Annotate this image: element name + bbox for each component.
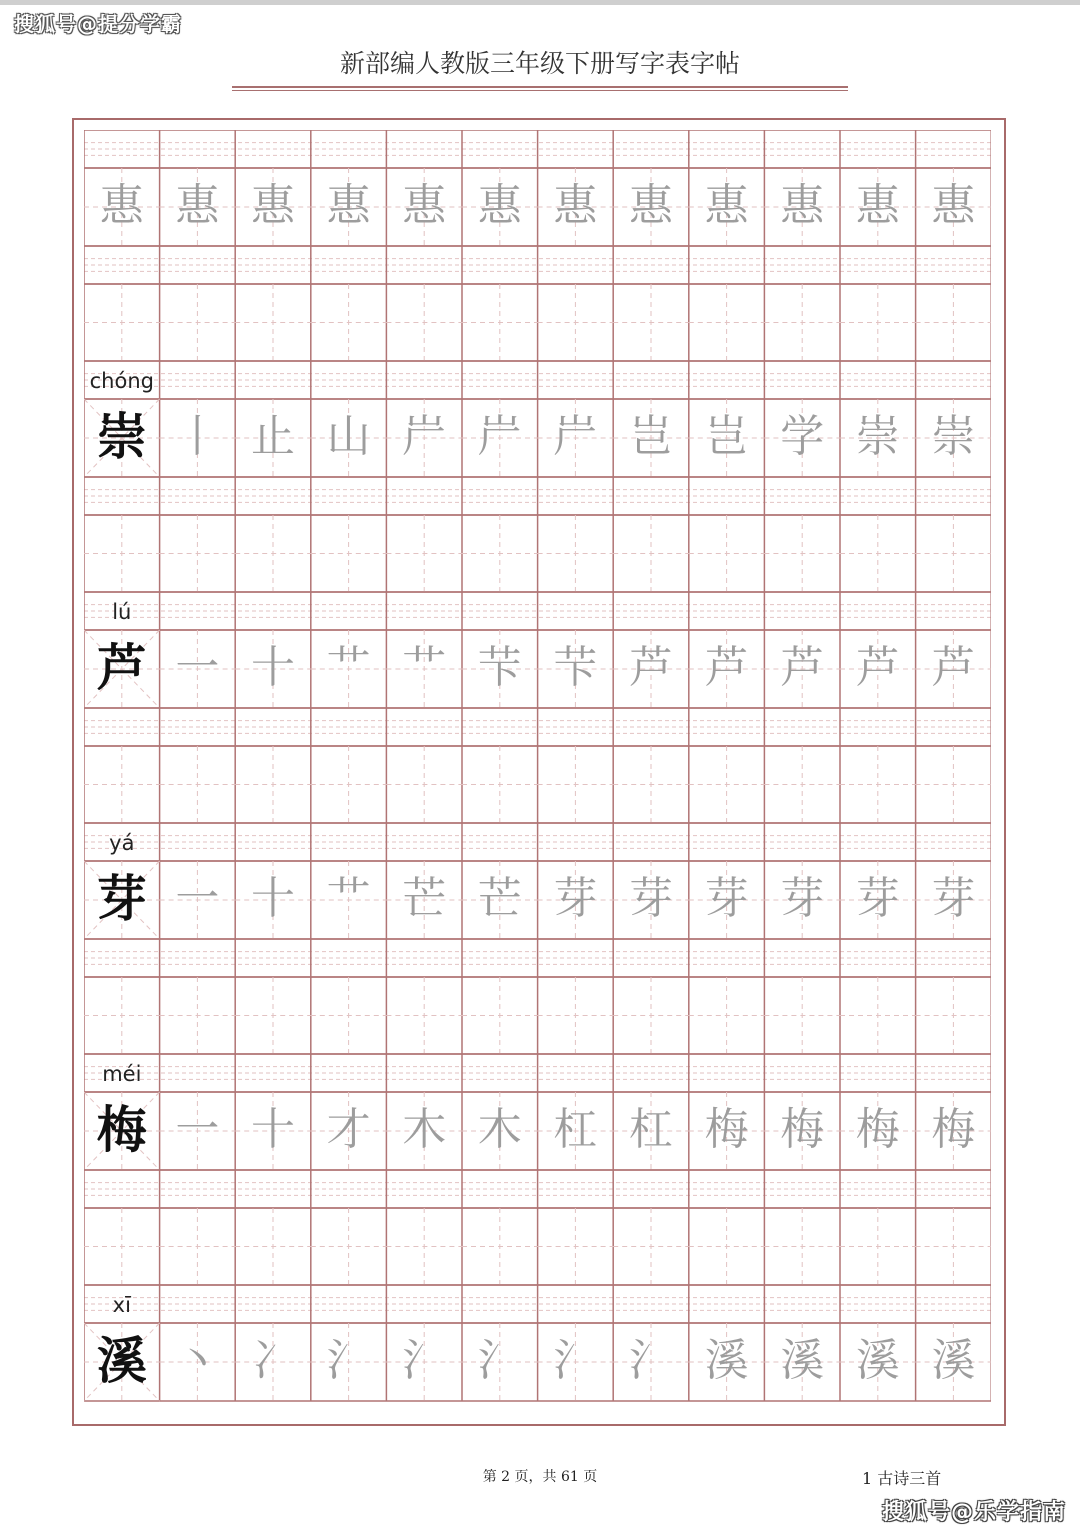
trace-character: 溪 bbox=[780, 1335, 825, 1386]
trace-character: 山 bbox=[326, 411, 371, 462]
trace-character: 梅 bbox=[931, 1104, 976, 1155]
practice-sheet bbox=[72, 118, 1006, 1426]
trace-character: 十 bbox=[250, 1104, 295, 1155]
trace-character: 惠 bbox=[326, 180, 371, 231]
trace-character: 梅 bbox=[780, 1104, 825, 1155]
trace-character: 芐 bbox=[477, 642, 522, 693]
trace-character: 芽 bbox=[553, 873, 598, 924]
trace-character: 丨 bbox=[175, 411, 220, 462]
trace-character: 屵 bbox=[553, 411, 598, 462]
pinyin-label: xī bbox=[112, 1293, 131, 1317]
trace-character: 丶 bbox=[175, 1335, 220, 1386]
title-rule bbox=[232, 90, 848, 91]
trace-character: 芦 bbox=[780, 642, 825, 693]
model-character: 溪 bbox=[96, 1331, 147, 1390]
trace-character: 芽 bbox=[628, 873, 673, 924]
trace-character: 十 bbox=[250, 642, 295, 693]
trace-character: 一 bbox=[175, 642, 220, 693]
trace-character: 一 bbox=[175, 873, 220, 924]
top-border bbox=[0, 0, 1080, 5]
trace-character: 止 bbox=[250, 411, 295, 462]
watermark-bottom: 搜狐号@乐学指南 bbox=[882, 1500, 1067, 1525]
trace-character: 艹 bbox=[402, 642, 447, 693]
trace-character: 冫 bbox=[250, 1335, 295, 1386]
trace-character: 木 bbox=[477, 1104, 522, 1155]
trace-character: 惠 bbox=[855, 180, 900, 231]
grid-lines bbox=[84, 130, 991, 1441]
trace-character: 岂 bbox=[628, 411, 673, 462]
trace-character: 岂 bbox=[704, 411, 749, 462]
trace-character: 一 bbox=[175, 1104, 220, 1155]
trace-character: 芽 bbox=[855, 873, 900, 924]
trace-character: 芽 bbox=[931, 873, 976, 924]
lesson-title: 1 古诗三首 bbox=[862, 1469, 942, 1488]
trace-character: 氵 bbox=[628, 1335, 673, 1386]
trace-character: 芒 bbox=[477, 873, 522, 924]
trace-character: 惠 bbox=[402, 180, 447, 231]
watermark-top: 搜狐号@提分学霸 bbox=[14, 12, 182, 36]
trace-character: 崇 bbox=[855, 411, 900, 462]
trace-character: 芐 bbox=[553, 642, 598, 693]
pinyin-label: lú bbox=[112, 600, 132, 624]
trace-character: 芽 bbox=[780, 873, 825, 924]
trace-character: 梅 bbox=[855, 1104, 900, 1155]
trace-character: 惠 bbox=[931, 180, 976, 231]
pinyin-label: méi bbox=[102, 1062, 142, 1086]
trace-character: 氵 bbox=[553, 1335, 598, 1386]
trace-character: 惠 bbox=[553, 180, 598, 231]
trace-character: 氵 bbox=[326, 1335, 371, 1386]
trace-character: 惠 bbox=[477, 180, 522, 231]
trace-character: 学 bbox=[780, 411, 825, 462]
trace-character: 溪 bbox=[704, 1335, 749, 1386]
trace-character: 杠 bbox=[628, 1104, 673, 1155]
trace-character: 屵 bbox=[477, 411, 522, 462]
pinyin-label: chóng bbox=[89, 369, 154, 393]
trace-character: 惠 bbox=[780, 180, 825, 231]
trace-character: 崇 bbox=[931, 411, 976, 462]
trace-character: 惠 bbox=[99, 180, 144, 231]
trace-character: 艹 bbox=[326, 873, 371, 924]
trace-character: 芒 bbox=[402, 873, 447, 924]
page-title: 新部编人教版三年级下册写字表字帖 bbox=[339, 49, 740, 78]
trace-character: 十 bbox=[250, 873, 295, 924]
trace-character: 溪 bbox=[931, 1335, 976, 1386]
trace-character: 芦 bbox=[704, 642, 749, 693]
trace-character: 芦 bbox=[628, 642, 673, 693]
trace-character: 芦 bbox=[931, 642, 976, 693]
model-character: 崇 bbox=[96, 407, 147, 466]
trace-character: 艹 bbox=[326, 642, 371, 693]
trace-character: 屵 bbox=[402, 411, 447, 462]
trace-character: 氵 bbox=[402, 1335, 447, 1386]
trace-character: 惠 bbox=[628, 180, 673, 231]
trace-character: 惠 bbox=[175, 180, 220, 231]
model-character: 梅 bbox=[96, 1100, 147, 1159]
trace-character: 芽 bbox=[704, 873, 749, 924]
trace-character: 溪 bbox=[855, 1335, 900, 1386]
model-character: 芽 bbox=[96, 869, 147, 928]
title-rule bbox=[232, 86, 848, 88]
trace-character: 木 bbox=[402, 1104, 447, 1155]
trace-character: 才 bbox=[326, 1104, 371, 1155]
pinyin-label: yá bbox=[109, 831, 135, 855]
trace-character: 惠 bbox=[250, 180, 295, 231]
trace-character: 梅 bbox=[704, 1104, 749, 1155]
trace-character: 惠 bbox=[704, 180, 749, 231]
page-number: 第 2 页，共 61 页 bbox=[482, 1469, 598, 1485]
trace-character: 芦 bbox=[855, 642, 900, 693]
trace-character: 氵 bbox=[477, 1335, 522, 1386]
model-character: 芦 bbox=[96, 638, 147, 697]
trace-character: 杠 bbox=[553, 1104, 598, 1155]
